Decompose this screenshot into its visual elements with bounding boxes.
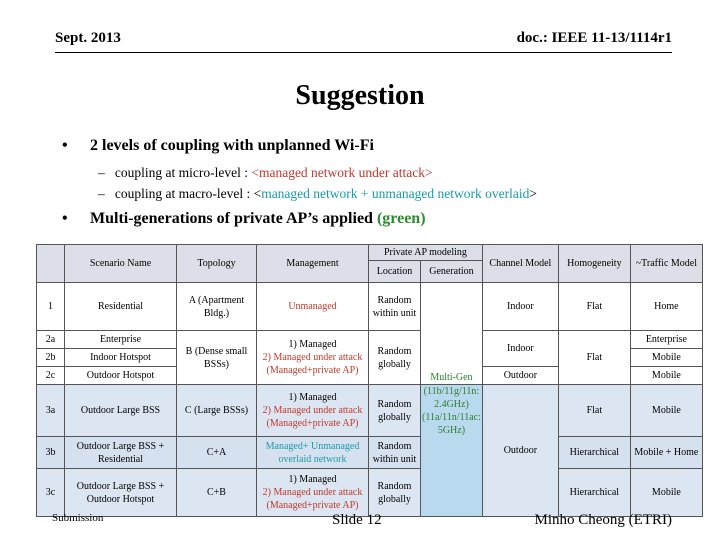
- mgmt-line: 2) Managed under attack: [262, 352, 363, 363]
- header-management: Management: [257, 245, 369, 283]
- footer-submission: Submission: [52, 512, 104, 524]
- cell-management: Unmanaged: [257, 283, 369, 331]
- mgmt-line: (Managed+private AP): [266, 500, 359, 511]
- cell-traffic: Mobile: [630, 367, 702, 385]
- header-topology: Topology: [177, 245, 257, 283]
- cell-channel: Outdoor: [482, 367, 558, 385]
- mgmt-line: (Managed+private AP): [266, 365, 359, 376]
- mgmt-line: 1) Managed: [288, 474, 337, 485]
- cell-homogeneity: Flat: [558, 331, 630, 385]
- cell-topology: B (Dense small BSSs): [177, 331, 257, 385]
- mgmt-line: 1) Managed: [288, 392, 337, 403]
- mgmt-line: (Managed+private AP): [266, 418, 359, 429]
- cell-id: 2a: [37, 331, 65, 349]
- cell-topology: C+B: [177, 469, 257, 517]
- cell-scenario: Residential: [65, 283, 177, 331]
- cell-location: Random globally: [369, 331, 421, 385]
- cell-id: 2c: [37, 367, 65, 385]
- sub-bullet-dash: –: [98, 186, 105, 201]
- cell-topology: C (Large BSSs): [177, 385, 257, 437]
- cell-topology: C+A: [177, 437, 257, 469]
- header-divider: [55, 52, 672, 53]
- cell-id: 2b: [37, 349, 65, 367]
- cell-topology: A (Apartment Bldg.): [177, 283, 257, 331]
- generation-label: Multi-Gen: [430, 372, 473, 383]
- cell-traffic: Mobile: [630, 469, 702, 517]
- cell-homogeneity: Flat: [558, 283, 630, 331]
- header-homogeneity: Homogeneity: [558, 245, 630, 283]
- cell-management: [257, 385, 369, 437]
- footer-author: Minho Cheong (ETRI): [534, 512, 672, 528]
- scenario-table: [36, 244, 703, 517]
- cell-scenario: Outdoor Hotspot: [65, 367, 177, 385]
- bullet-note: (green): [376, 210, 426, 227]
- sub-bullet-suffix: >: [529, 186, 537, 201]
- sub-bullet-dash: –: [98, 165, 105, 180]
- cell-scenario: Outdoor Large BSS + Outdoor Hotspot: [65, 469, 177, 517]
- table-row: [37, 385, 703, 437]
- sub-bullet-highlight: managed network + unmanaged network overlaid: [261, 186, 530, 201]
- header-scenario: Scenario Name: [65, 245, 177, 283]
- cell-channel: Indoor: [482, 331, 558, 367]
- sub-bullet-prefix: coupling at macro-level : <: [114, 186, 262, 201]
- slide-title: Suggestion: [295, 80, 425, 111]
- bullet-dot: •: [62, 137, 68, 154]
- header-doc-id: doc.: IEEE 11-13/1114r1: [516, 30, 672, 46]
- mgmt-line: 2) Managed under attack: [262, 487, 363, 498]
- cell-id: 3b: [37, 437, 65, 469]
- cell-management: [257, 331, 369, 385]
- mgmt-line: 1) Managed: [288, 339, 337, 350]
- bullet-dot: •: [62, 210, 68, 227]
- header-channel: Channel Model: [482, 245, 558, 283]
- sub-bullet-prefix: coupling at micro-level :: [114, 165, 252, 180]
- cell-channel: Indoor: [482, 283, 558, 331]
- table-row: [37, 469, 703, 517]
- header-traffic: ~Traffic Model: [630, 245, 702, 283]
- cell-location: Random within unit: [369, 283, 421, 331]
- cell-traffic: Home: [630, 283, 702, 331]
- cell-location: Random globally: [369, 469, 421, 517]
- cell-id: 1: [37, 283, 65, 331]
- cell-channel: Outdoor: [482, 385, 558, 517]
- bullet-text: 2 levels of coupling with unplanned Wi-Fi: [90, 137, 374, 154]
- cell-homogeneity: Flat: [558, 385, 630, 437]
- footer-slide-number: Slide 12: [332, 512, 382, 528]
- cell-location: Random globally: [369, 385, 421, 437]
- cell-scenario: Enterprise: [65, 331, 177, 349]
- header-date: Sept. 2013: [55, 30, 121, 46]
- cell-management: [257, 469, 369, 517]
- header-id: [37, 245, 65, 283]
- cell-generation-detail: [421, 385, 483, 517]
- cell-generation-top: [421, 283, 483, 385]
- table-row: [37, 437, 703, 469]
- header-location: Location: [369, 261, 421, 283]
- cell-traffic: Mobile: [630, 349, 702, 367]
- cell-scenario: Indoor Hotspot: [65, 349, 177, 367]
- cell-scenario: Outdoor Large BSS + Residential: [65, 437, 177, 469]
- cell-traffic: Enterprise: [630, 331, 702, 349]
- header-private-ap: Private AP modeling: [369, 245, 483, 261]
- generation-detail: (11b/11g/11n: 2.4GHz) (11a/11n/11ac: 5GHz): [422, 386, 481, 436]
- cell-management: Managed+ Unmanaged overlaid network: [257, 437, 369, 469]
- header-generation: Generation: [421, 261, 483, 283]
- table-row: [37, 331, 703, 349]
- cell-traffic: Mobile + Home: [630, 437, 702, 469]
- bullet-text: Multi-generations of private AP’s applied (green): [90, 210, 426, 227]
- cell-id: 3c: [37, 469, 65, 517]
- cell-scenario: Outdoor Large BSS: [65, 385, 177, 437]
- cell-homogeneity: Hierarchical: [558, 469, 630, 517]
- table-row: [37, 283, 703, 331]
- cell-homogeneity: Hierarchical: [558, 437, 630, 469]
- cell-id: 3a: [37, 385, 65, 437]
- mgmt-line: 2) Managed under attack: [262, 405, 363, 416]
- sub-bullet-micro: [98, 165, 433, 181]
- sub-bullet-macro: [98, 186, 537, 202]
- sub-bullet-highlight: <managed network under attack>: [251, 165, 433, 180]
- cell-traffic: Mobile: [630, 385, 702, 437]
- cell-location: Random within unit: [369, 437, 421, 469]
